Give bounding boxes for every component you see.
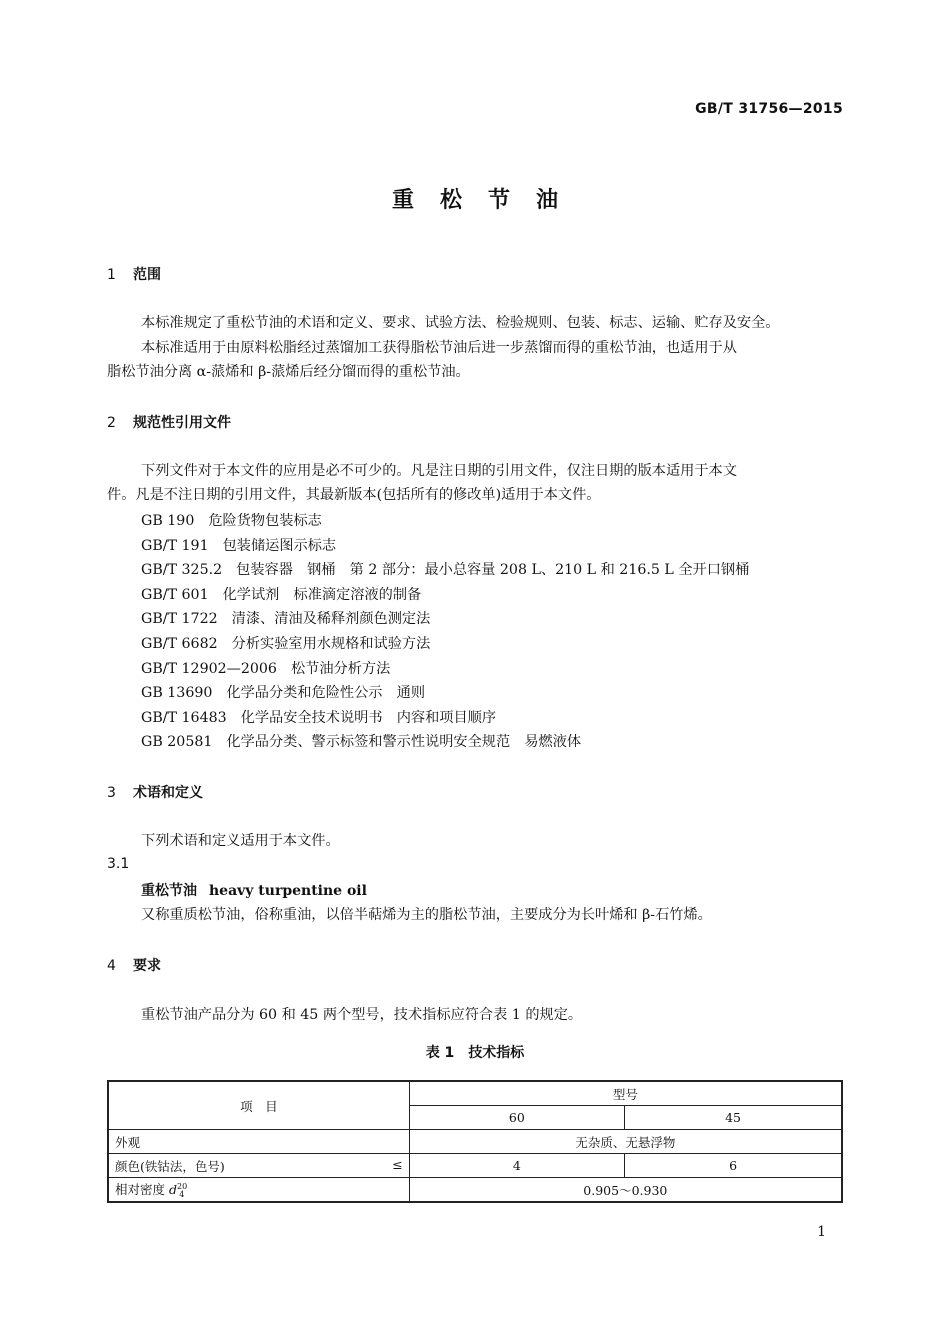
references-intro-line-1: 下列文件对于本文件的应用是必不可少的。凡是注日期的引用文件，仅注日期的版本适用于本文	[141, 463, 737, 479]
reference-title: 化学品安全技术说明书 内容和项目顺序	[240, 710, 497, 726]
reference-item	[141, 535, 336, 555]
section-1-heading	[107, 264, 161, 284]
table-row	[108, 1178, 842, 1203]
standard-number: GB/T 31756—2015	[695, 101, 843, 117]
section-4-heading	[107, 955, 161, 975]
row-limit-symbol: ≤	[392, 1156, 403, 1172]
reference-code: GB/T 191	[141, 538, 209, 554]
reference-item	[141, 584, 421, 604]
reference-code: GB/T 16483	[141, 710, 227, 726]
section-3-heading	[107, 782, 203, 802]
reference-title: 松节油分析方法	[290, 661, 391, 677]
section-number: 1	[107, 267, 116, 283]
reference-code: GB/T 1722	[141, 611, 218, 627]
row-value-merged: 0.905～0.930	[409, 1178, 842, 1203]
row-value-45: 6	[625, 1154, 842, 1178]
density-sup: 20	[177, 1181, 188, 1191]
table-row	[108, 1154, 842, 1178]
title-char: 节	[488, 188, 511, 213]
scope-paragraph-2-line-1: 本标准适用于由原料松脂经过蒸馏加工获得脂松节油后进一步蒸馏而得的重松节油，也适用于从	[141, 340, 737, 356]
density-symbol: d	[168, 1181, 177, 1197]
reference-title: 化学品分类、警示标签和警示性说明安全规范 易燃液体	[226, 734, 582, 750]
reference-item	[141, 559, 749, 579]
header-item: 项 目	[108, 1081, 409, 1130]
section-number: 4	[107, 958, 116, 974]
reference-item	[141, 707, 496, 727]
header-model-45: 45	[625, 1106, 842, 1130]
reference-code: GB 190	[141, 513, 195, 529]
term-heading	[141, 880, 367, 900]
section-number: 2	[107, 415, 116, 431]
requirements-paragraph: 重松节油产品分为 60 和 45 两个型号，技术指标应符合表 1 的规定。	[141, 1007, 583, 1023]
table-caption-text: 技术指标	[468, 1045, 525, 1061]
reference-item	[141, 682, 425, 702]
row-value-merged: 无杂质、无悬浮物	[409, 1130, 842, 1154]
reference-code: GB/T 325.2	[141, 562, 223, 578]
spec-table	[107, 1080, 843, 1203]
reference-item	[141, 510, 322, 530]
row-item-text: 颜色(铁钴法，色号)	[115, 1158, 225, 1174]
reference-code: GB 20581	[141, 734, 213, 750]
title-char: 松	[439, 188, 462, 213]
reference-title: 包装容器 钢桶 第 2 部分：最小总容量 208 L、210 L 和 216.5 L 全开口钢桶	[236, 562, 750, 578]
term-en: heavy turpentine oil	[209, 883, 367, 899]
row-item-text: 相对密度	[115, 1181, 169, 1197]
reference-code: GB 13690	[141, 685, 213, 701]
reference-title: 分析实验室用水规格和试验方法	[231, 636, 431, 652]
reference-code: GB/T 601	[141, 587, 209, 603]
table-caption	[0, 1042, 950, 1062]
reference-title: 化学品分类和危险性公示 通则	[226, 685, 426, 701]
page-number: 1	[817, 1224, 826, 1240]
reference-title: 清漆、清油及稀释剂颜色测定法	[231, 611, 431, 627]
table-row	[108, 1130, 842, 1154]
reference-item	[141, 633, 430, 653]
term-definition: 又称重质松节油，俗称重油，以倍半萜烯为主的脂松节油，主要成分为长叶烯和 β-石竹烯。	[141, 907, 712, 923]
references-intro-line-2: 件。凡是不注日期的引用文件，其最新版本(包括所有的修改单)适用于本文件。	[107, 487, 601, 503]
term-number: 3.1	[107, 856, 130, 872]
section-title: 规范性引用文件	[133, 415, 231, 431]
table-label: 表 1	[425, 1045, 455, 1061]
section-number: 3	[107, 785, 116, 801]
table-header-row	[108, 1081, 842, 1106]
section-title: 范围	[133, 267, 161, 283]
density-sub: 4	[179, 1190, 185, 1200]
scope-paragraph-2-line-2: 脂松节油分离 α-蒎烯和 β-蒎烯后经分馏而得的重松节油。	[107, 364, 470, 380]
term-zh: 重松节油	[141, 883, 197, 899]
row-item	[108, 1154, 409, 1178]
document-title	[0, 183, 950, 214]
title-char: 重	[391, 188, 414, 213]
header-model: 型号	[409, 1081, 842, 1106]
reference-title: 化学试剂 标准滴定溶液的制备	[222, 587, 422, 603]
reference-code: GB/T 12902—2006	[141, 661, 277, 677]
reference-code: GB/T 6682	[141, 636, 218, 652]
terms-intro: 下列术语和定义适用于本文件。	[141, 833, 340, 849]
reference-item	[141, 731, 581, 751]
header-model-60: 60	[409, 1106, 624, 1130]
title-char: 油	[536, 188, 559, 213]
section-title: 术语和定义	[133, 785, 203, 801]
row-item	[108, 1178, 409, 1203]
row-value-60: 4	[409, 1154, 624, 1178]
reference-item	[141, 608, 430, 628]
section-2-heading	[107, 412, 231, 432]
reference-title: 危险货物包装标志	[208, 513, 322, 529]
reference-item	[141, 658, 390, 678]
section-title: 要求	[133, 958, 161, 974]
row-item: 外观	[108, 1130, 409, 1154]
scope-paragraph-1: 本标准规定了重松节油的术语和定义、要求、试验方法、检验规则、包装、标志、运输、贮存及安全。	[141, 315, 780, 331]
reference-title: 包装储运图示标志	[222, 538, 337, 554]
